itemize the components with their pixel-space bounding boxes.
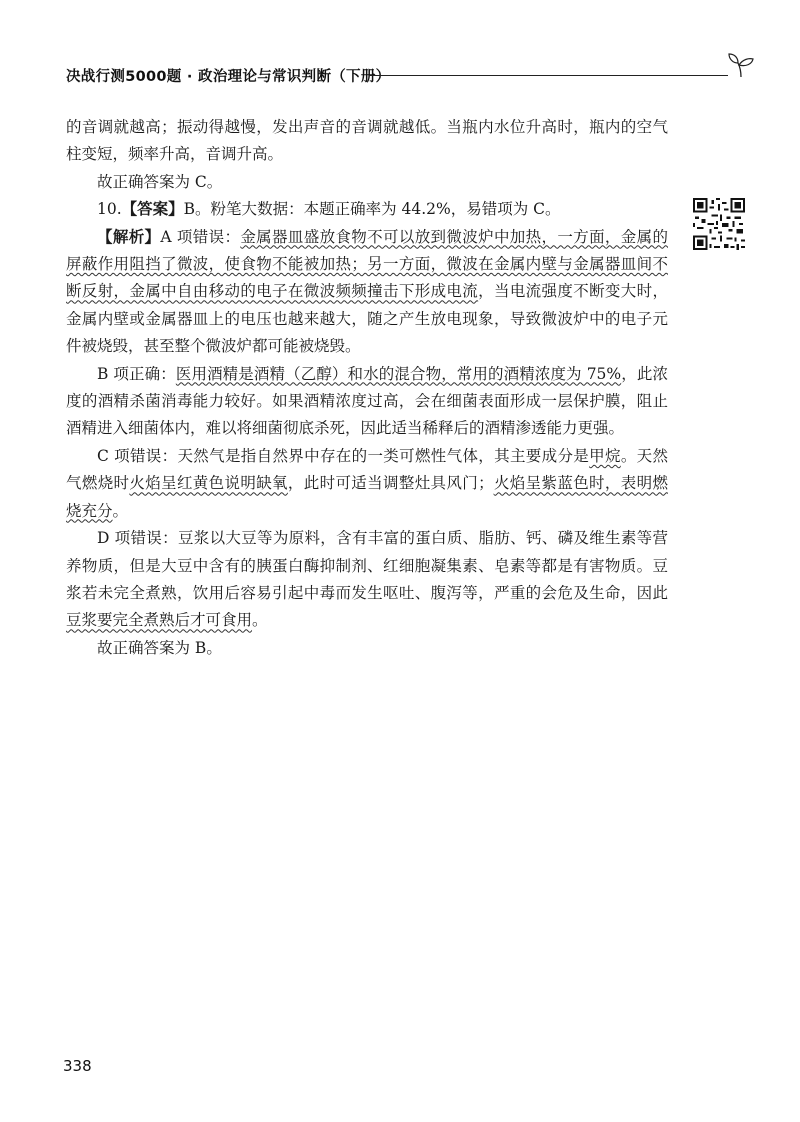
question-10-answer bbox=[66, 196, 668, 223]
option-c-mid-1: 。天然气燃烧时 bbox=[66, 446, 668, 493]
analysis-option-c bbox=[66, 443, 668, 525]
answer-text: B。粉笔大数据：本题正确率为 44.2%，易错项为 C。 bbox=[183, 200, 561, 219]
qr-code[interactable] bbox=[693, 198, 745, 250]
option-c-mid-2: ，此时可适当调整灶具风门； bbox=[287, 474, 494, 493]
option-c-underlined-3: 火焰呈紫蓝色时，表明燃烧充分 bbox=[66, 474, 668, 520]
answer-label: 【答案】 bbox=[121, 200, 184, 219]
option-d-end: 。 bbox=[252, 611, 268, 630]
option-d-lead: D 项错误：豆浆以大豆等为原料，含有丰富的蛋白质、脂肪、钙、磷及维生素等营养物质，但是大豆中含有的胰蛋白酶抑制剂、红细胞凝集素、皂素等都是有害物质。豆浆若未完全煮熟，饮用后容易引起中毒而发生呕吐、腹泻等，严重的会危及生命，因此 bbox=[66, 529, 668, 602]
header-rule bbox=[369, 75, 728, 76]
paragraph-continuation: 的音调就越高；振动得越慢，发出声音的音调就越低。当瓶内水位升高时，瓶内的空气柱变短，频率升高，音调升高。 bbox=[66, 118, 668, 164]
running-header bbox=[66, 63, 756, 93]
option-b-underlined: 医用酒精是酒精（乙醇）和水的混合物，常用的酒精浓度为 75% bbox=[175, 364, 622, 383]
option-a-lead: A 项错误： bbox=[160, 227, 241, 246]
option-a-rest: ，当电流强度不断变大时，金属内壁或金属器皿上的电压也越来越大，随之产生放电现象，导致微波炉中的电子元件被烧毁，甚至整个微波炉都可能被烧毁。 bbox=[66, 282, 668, 356]
option-c-underlined-2: 火焰呈红黄色说明缺氧 bbox=[129, 474, 288, 493]
paragraph-answer-b: 故正确答案为 B。 bbox=[97, 638, 222, 657]
sprout-icon bbox=[726, 49, 756, 79]
paragraph-answer-c: 故正确答案为 C。 bbox=[97, 172, 223, 191]
analysis-option-d bbox=[66, 525, 668, 635]
analysis-option-a bbox=[66, 224, 668, 361]
analysis-option-b bbox=[66, 361, 668, 443]
option-b-lead: B 项正确： bbox=[97, 364, 176, 383]
analysis-label: 【解析】 bbox=[97, 227, 161, 246]
page-number: 338 bbox=[63, 1057, 92, 1075]
option-b-rest: ，此浓度的酒精杀菌消毒能力较好。如果酒精浓度过高，会在细菌表面形成一层保护膜，阻止酒精进入细菌体内，难以将细菌彻底杀死，因此适当稀释后的酒精渗透能力更强。 bbox=[66, 364, 668, 438]
book-title: 决战行测5000题 · 政治理论与常识判断（下册） bbox=[66, 69, 391, 85]
option-c-lead: C 项错误：天然气是指自然界中存在的一类可燃性气体，其主要成分是 bbox=[97, 446, 590, 465]
question-number: 10. bbox=[97, 200, 122, 219]
option-c-end: 。 bbox=[112, 501, 129, 520]
option-a-underlined: 金属器皿盛放食物不可以放到微波炉中加热，一方面，金属的屏蔽作用阻挡了微波，使食物不能被加热；另一方面，微波在金属内壁与金属器皿间不断反射，金属中自由移动的电子在微波频频撞击下形成电流 bbox=[66, 227, 668, 301]
answer-explanation bbox=[66, 114, 668, 662]
option-c-underlined-1: 甲烷 bbox=[589, 446, 621, 465]
option-d-underlined: 豆浆要完全煮熟后才可食用 bbox=[66, 611, 253, 630]
